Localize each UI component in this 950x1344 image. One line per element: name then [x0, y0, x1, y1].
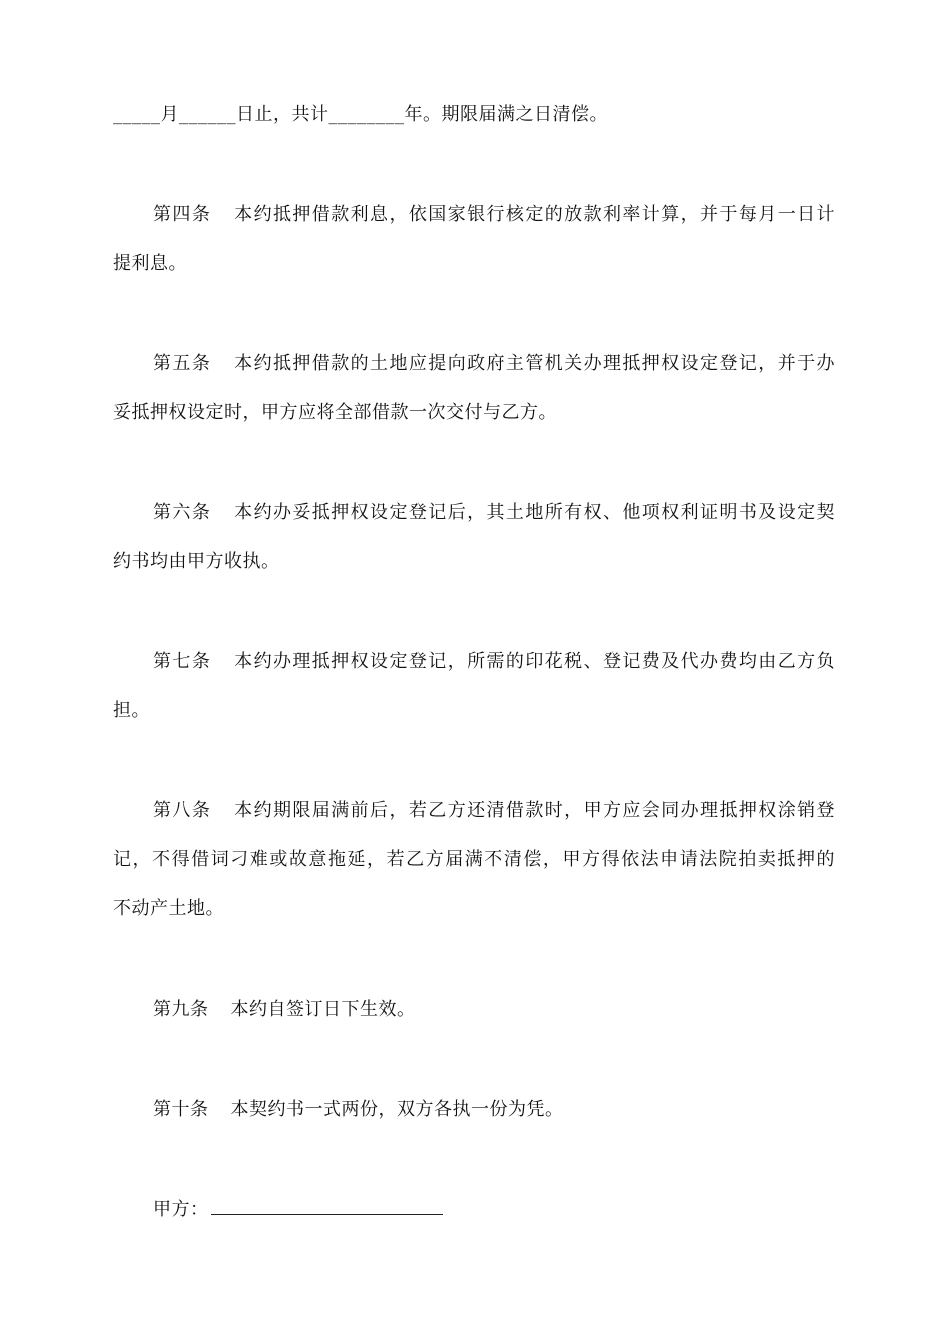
article-7: [113, 637, 835, 735]
article-8: [113, 786, 835, 933]
article-6-label: 第六条: [153, 502, 212, 523]
article-5-label: 第五条: [153, 353, 212, 374]
article-6-line-2: 约书均由甲方收执。: [113, 551, 280, 572]
article-7-line-1: [113, 637, 835, 686]
party-a-label: 甲方：: [153, 1199, 209, 1220]
article-9-line-1: [113, 985, 835, 1034]
article-9-text-1: 本约自签订日下生效。: [230, 999, 416, 1020]
article-9-label: 第九条: [153, 999, 209, 1020]
article-8-line-3: 不动产土地。: [113, 898, 224, 919]
article-10-text-1: 本契约书一式两份，双方各执一份为凭。: [230, 1099, 564, 1120]
article-5-line-1: [113, 339, 835, 388]
article-4-line-2: 提利息。: [113, 253, 187, 274]
article-4-text-1: 本约抵押借款利息，依国家银行核定的放款利率计算，并于每月一日计: [233, 204, 836, 225]
article-4: [113, 190, 835, 288]
article-7-label: 第七条: [153, 651, 212, 672]
article-8-line-2: 记，不得借词刁难或故意拖延，若乙方届满不清偿，甲方得依法申请法院拍卖抵押的: [113, 849, 835, 870]
article-10: [113, 1085, 835, 1134]
article-8-text-1: 本约期限届满前后，若乙方还清借款时，甲方应会同办理抵押权涂销登: [233, 800, 836, 821]
signature-block: [113, 1185, 835, 1234]
article-10-line-1: [113, 1085, 835, 1134]
intro-line: _____月______日止，共计________年。期限届满之日清偿。: [113, 104, 608, 125]
article-5-text-1: 本约抵押借款的土地应提向政府主管机关办理抵押权设定登记，并于办: [233, 353, 836, 374]
article-7-text-1: 本约办理抵押权设定登记，所需的印花税、登记费及代办费均由乙方负: [233, 651, 836, 672]
article-10-label: 第十条: [153, 1099, 209, 1120]
article-4-line-1: [113, 190, 835, 239]
article-6: [113, 488, 835, 586]
article-5: [113, 339, 835, 437]
article-8-label: 第八条: [153, 800, 212, 821]
party-a-line: [113, 1185, 835, 1234]
article-5-line-2: 妥抵押权设定时，甲方应将全部借款一次交付与乙方。: [113, 402, 557, 423]
article-6-text-1: 本约办妥抵押权设定登记后，其土地所有权、他项权利证明书及设定契: [233, 502, 836, 523]
article-6-line-1: [113, 488, 835, 537]
article-9: [113, 985, 835, 1034]
intro-paragraph: [113, 90, 835, 139]
party-a-signature-field[interactable]: [211, 1194, 443, 1215]
article-4-label: 第四条: [153, 204, 212, 225]
article-8-line-1: [113, 786, 835, 835]
article-7-line-2: 担。: [113, 700, 150, 721]
